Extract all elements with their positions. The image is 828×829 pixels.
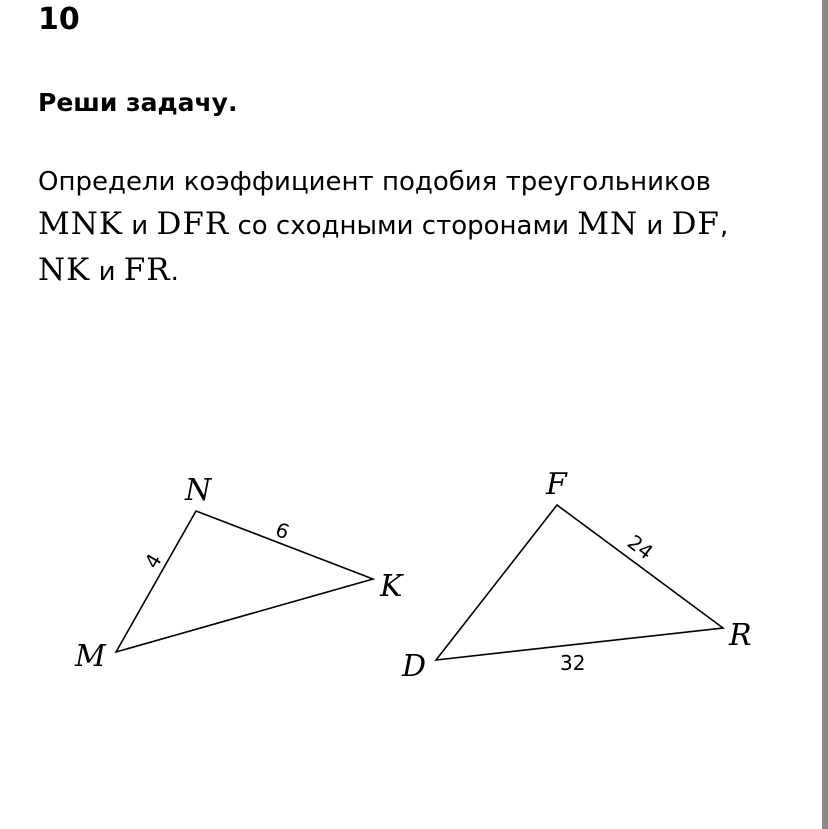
conjunction-1: и: [131, 211, 149, 241]
comma: ,: [719, 211, 729, 241]
vertex-r-label: R: [729, 618, 752, 653]
conjunction-2: и: [646, 211, 664, 241]
side-dr-length: 32: [560, 651, 586, 675]
problem-statement: [38, 162, 808, 294]
period: .: [170, 257, 179, 287]
problem-text-1: Определи коэффициент подобия треугольников: [38, 167, 711, 197]
vertex-f-label: F: [546, 467, 567, 502]
side-mn-name: MN: [577, 206, 639, 242]
task-heading: Реши задачу.: [38, 88, 238, 117]
vertex-k-label: K: [380, 569, 403, 604]
side-fr-length: 24: [622, 529, 658, 565]
problem-line-3: [38, 248, 808, 294]
vertex-m-label: M: [75, 639, 106, 674]
problem-line-1: [38, 162, 808, 202]
vertex-n-label: N: [185, 473, 212, 508]
triangle-1-name: MNK: [38, 206, 124, 242]
triangle-mnk: [116, 511, 373, 652]
triangles-figure: [0, 460, 828, 700]
problem-line-2: [38, 202, 808, 248]
side-nk-length: 6: [272, 517, 293, 545]
task-number: 10: [38, 2, 80, 37]
side-fr-name: FR: [123, 252, 171, 288]
problem-text-2: со сходными сторонами: [237, 211, 569, 241]
triangle-dfr: [436, 505, 723, 660]
triangle-2-name: DFR: [156, 206, 230, 242]
conjunction-3: и: [98, 257, 116, 287]
side-mn-length: 4: [139, 549, 167, 573]
vertex-d-label: D: [402, 649, 427, 684]
side-df-name: DF: [671, 206, 720, 242]
side-nk-name: NK: [38, 252, 91, 288]
page-right-edge: [822, 0, 828, 829]
